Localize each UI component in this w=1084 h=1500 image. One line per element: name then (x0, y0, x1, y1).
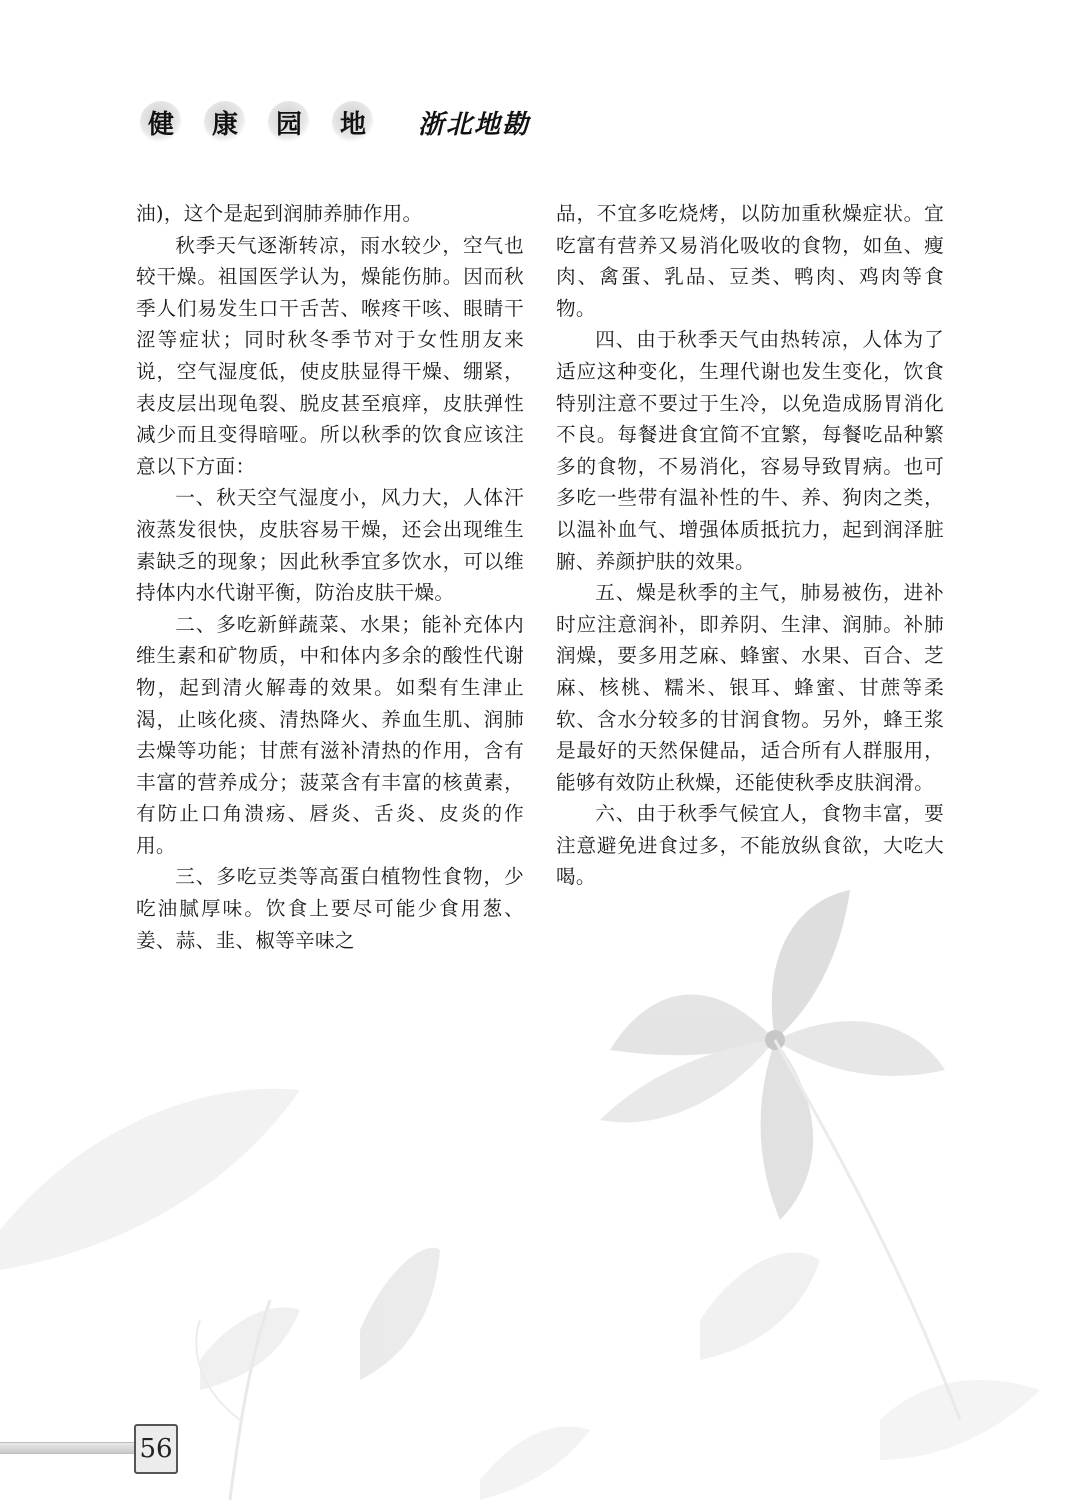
section-title-char: 健 (140, 101, 182, 143)
section-title-char: 园 (268, 101, 310, 143)
paragraph: 二、多吃新鲜蔬菜、水果；能补充体内维生素和矿物质，中和体内多余的酸性代谢物，起到清火解毒的效果。如梨有生津止渴，止咳化痰、清热降火、养血生肌、润肺去燥等功能；甘蔗有滋补清热的作用，含有丰富的营养成分；菠菜含有丰富的核黄素，有防止口角溃疡、唇炎、舌炎、皮炎的作用。 (136, 612, 524, 857)
section-title-char: 地 (332, 101, 374, 143)
page-number: 56 (134, 1424, 178, 1474)
paragraph: 秋季天气逐渐转凉，雨水较少，空气也较干燥。祖国医学认为，燥能伤肺。因而秋季人们易发生口干舌苦、喉疼干咳、眼睛干涩等症状；同时秋冬季节对于女性朋友来说，空气湿度低，使皮肤显得干燥、绷紧，表皮层出现龟裂、脱皮甚至痕痒，皮肤弹性减少而且变得暗哑。所以秋季的饮食应该注意以下方面： (136, 233, 524, 478)
paragraph: 品，不宜多吃烧烤，以防加重秋燥症状。宜吃富有营养又易消化吸收的食物，如鱼、瘦肉、禽蛋、乳品、豆类、鸭肉、鸡肉等食物。 (556, 202, 944, 320)
paragraph: 一、秋天空气湿度小，风力大，人体汗液蒸发很快，皮肤容易干燥，还会出现维生素缺乏的现象；因此秋季宜多饮水，可以维持体内水代谢平衡，防治皮肤干燥。 (136, 486, 524, 605)
flower-icon (600, 890, 960, 1420)
paragraph: 五、燥是秋季的主气，肺易被伤，进补时应注意润补，即养阴、生津、润肺。补肺润燥，要多用芝麻、蜂蜜、水果、百合、芝麻、核桃、糯米、银耳、蜂蜜、甘蔗等柔软、含水分较多的甘润食物。另外，蜂王浆是最好的天然保健品，适合所有人群服用，能够有效防止秋燥，还能使秋季皮肤润滑。 (556, 581, 944, 794)
paragraph: 四、由于秋季天气由热转凉，人体为了适应这种变化，生理代谢也发生变化，饮食特别注意不要过于生冷，以免造成肠胃消化不良。每餐进食宜简不宜繁，每餐吃品种繁多的食物，不易消化，容易导致胃病。也可多吃一些带有温补性的牛、养、狗肉之类，以温补血气、增强体质抵抗力，起到润泽脏腑、养颜护肤的效果。 (556, 328, 944, 573)
paragraph: 油)，这个是起到润肺养肺作用。 (136, 202, 423, 225)
paragraph: 六、由于秋季气候宜人，食物丰富，要注意避免进食过多，不能放纵食欲，大吃大喝。 (556, 802, 944, 889)
section-title (140, 101, 374, 143)
section-title-char: 康 (204, 101, 246, 143)
page-header (140, 98, 530, 146)
footer-rule (0, 1442, 134, 1454)
journal-name: 浙北地勘 (418, 109, 531, 140)
right-text-column (556, 198, 944, 893)
left-text-column (136, 198, 524, 956)
paragraph: 三、多吃豆类等高蛋白植物性食物，少吃油腻厚味。饮食上要尽可能少食用葱、姜、蒜、韭、椒等辛味之 (136, 865, 524, 952)
